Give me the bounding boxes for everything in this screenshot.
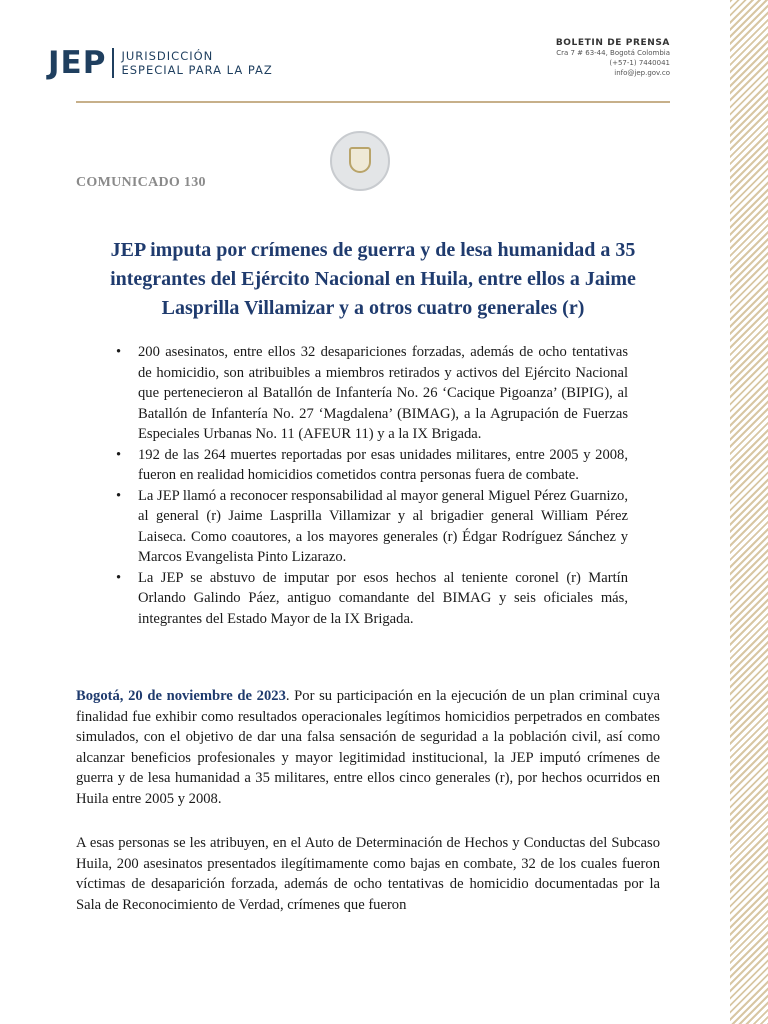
bullet-text: 192 de las 264 muertes reportadas por esas unidades militares, entre 2005 y 2008, fueron en realidad homicidios cometidos contra personas fuera de combate. — [138, 446, 628, 483]
bullet-text: 200 asesinatos, entre ellos 32 desapariciones forzadas, además de ocho tentativas de homicidio, son atribuibles a miembros retirados y activos del Ejército Nacional que pertenecieron al Batallón de Infantería No. 26 ‘Cacique Pigoanza’ (BIPIG), al Batallón de Infantería No. 27 ‘Magdalena’ (BIMAG), a la Agrupación de Fuerzas Especiales Urbanas No. 11 (AFEUR 11) y a la IX Brigada. — [138, 344, 628, 442]
headline: JEP imputa por crímenes de guerra y de lesa humanidad a 35 integrantes del Ejército Nacional en Huila, entre ellos a Jaime Lasprilla Villamizar y a otros cuatro generales (r) — [110, 239, 636, 319]
press-address: Cra 7 # 63-44, Bogotá Colombia — [556, 49, 670, 57]
decorative-border — [730, 0, 768, 1024]
bullet-text: La JEP se abstuvo de imputar por esos hechos al teniente coronel (r) Martín Orlando Galindo Páez, antiguo comandante del BIMAG y seis oficiales más, integrantes del Estado Mayor de la IX Brigada. — [138, 569, 628, 627]
summary-bullets — [114, 342, 628, 629]
press-contact-block — [556, 38, 670, 78]
bullet-icon: • — [116, 487, 122, 504]
bullet-item — [114, 445, 628, 486]
logo-line-2: ESPECIAL PARA LA PAZ — [121, 63, 273, 77]
logo-line-1: JURISDICCIÓN — [121, 49, 214, 63]
bullet-icon: • — [116, 446, 122, 463]
jep-logo — [48, 45, 273, 81]
header-divider — [76, 101, 670, 103]
coat-of-arms-seal-icon — [330, 131, 390, 191]
bullet-item — [114, 568, 628, 630]
bullet-text: La JEP llamó a reconocer responsabilidad al mayor general Miguel Pérez Guarnizo, al general (r) Jaime Lasprilla Villamizar y al brigadier general William Pérez Laiseca. Como coautores, a los mayores generales (r) Édgar Rodríguez Sánchez y Marcos Evangelista Pinto Lizarazo. — [138, 487, 628, 565]
shield-icon — [349, 147, 371, 173]
body-paragraph-2: A esas personas se les atribuyen, en el Auto de Determinación de Hechos y Conductas del Subcaso Huila, 200 asesinatos presentados ilegítimamente como bajas en combate, 32 de los cuales fueron víctimas de desaparición forzada, además de ocho tentativas de homicidio documentadas por la Sala de Reconocimiento de Verdad, crímenes que fueron — [76, 835, 660, 913]
bullet-icon: • — [116, 569, 122, 586]
communique-number: COMUNICADO 130 — [76, 175, 206, 190]
dateline: Bogotá, 20 de noviembre de 2023 — [76, 688, 286, 704]
body-paragraph-1 — [76, 686, 660, 809]
bullet-item — [114, 342, 628, 445]
press-title: BOLETIN DE PRENSA — [555, 38, 670, 48]
press-email: info@jep.gov.co — [614, 69, 670, 77]
bullet-item — [114, 486, 628, 568]
logo-divider — [112, 48, 114, 78]
logo-text — [121, 49, 272, 77]
bullet-icon: • — [116, 344, 122, 360]
press-phone: (+57-1) 7440041 — [609, 59, 670, 67]
logo-mark: JEP — [48, 45, 107, 81]
paragraph-1-text: . Por su participación en la ejecución de un plan criminal cuya finalidad fue exhibir como resultados operacionales legítimos homicidios perpetrados en combates simulados, con el objetivo de dar una falsa sensación de seguridad a la población civil, así como alcanzar beneficios profesionales y mayor legitimidad institucional, la JEP imputó crímenes de guerra y de lesa humanidad a 35 militares, entre ellos cinco generales (r), por hechos ocurridos en Huila entre 2005 y 2008. — [76, 688, 660, 807]
